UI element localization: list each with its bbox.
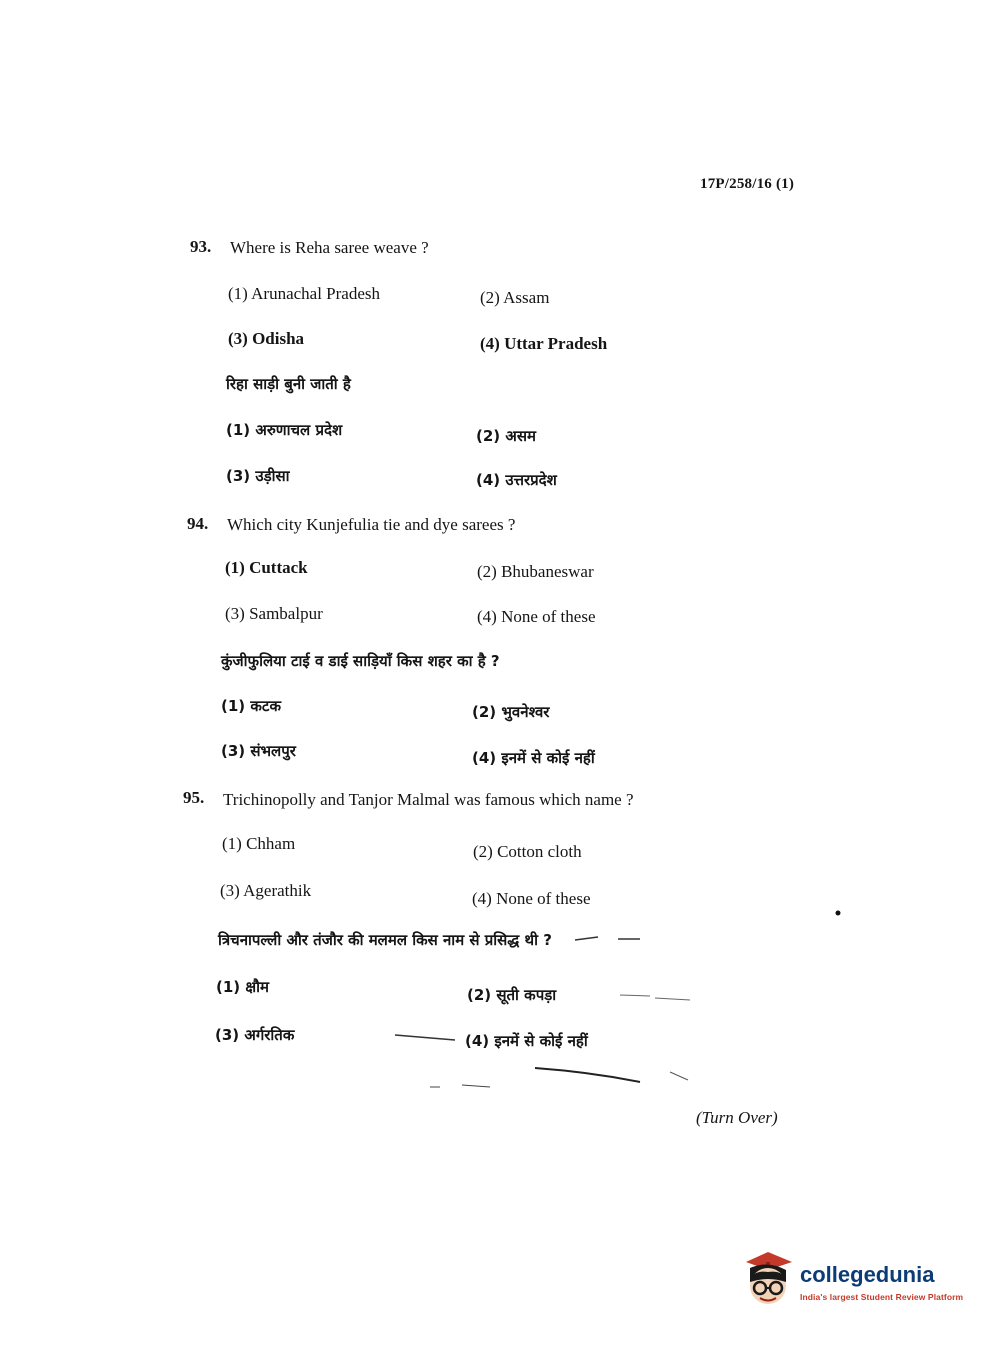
question-number: 93. (190, 237, 212, 256)
option: (4) Uttar Pradesh (480, 334, 608, 353)
option: (4) None of these (477, 607, 596, 626)
question-text: Which city Kunjefulia tie and dye sarees ? (227, 515, 516, 534)
question-text-hindi: कुंजीफुलिया टाई व डाई साड़ियाँ किस शहर का है ? (221, 652, 500, 670)
option-hindi: (2) भुवनेश्वर (472, 703, 550, 721)
option: (2) Assam (480, 288, 550, 307)
option: (3) Sambalpur (225, 604, 323, 623)
question-number: 95. (183, 788, 205, 807)
option-hindi: (4) इनमें से कोई नहीं (465, 1032, 588, 1050)
option: (3) Agerathik (220, 881, 312, 900)
brand-tagline: India's largest Student Review Platform (800, 1292, 964, 1302)
option: (4) None of these (472, 889, 591, 908)
option-hindi: (1) कटक (221, 697, 281, 715)
paper-code: 17P/258/16 (1) (700, 176, 795, 192)
option-hindi: (4) उत्तरप्रदेश (476, 471, 557, 489)
option-hindi: (3) अर्गरतिक (215, 1026, 295, 1044)
collegedunia-watermark (738, 1248, 978, 1318)
option: (2) Bhubaneswar (477, 562, 594, 581)
question-text: Trichinopolly and Tanjor Malmal was famous which name ? (223, 790, 634, 809)
option-hindi: (4) इनमें से कोई नहीं (472, 749, 595, 767)
option-hindi: (1) क्षौम (216, 978, 269, 996)
option: (2) Cotton cloth (473, 842, 582, 861)
option: (1) Chham (222, 834, 296, 853)
question-text-hindi: रिहा साड़ी बुनी जाती है (226, 375, 351, 393)
option-hindi: (2) असम (476, 427, 536, 445)
turn-over-note: (Turn Over) (696, 1108, 778, 1127)
question-number: 94. (187, 514, 209, 533)
option: (3) Odisha (228, 329, 305, 348)
option: (1) Arunachal Pradesh (228, 284, 381, 303)
question-text-hindi: त्रिचनापल्ली और तंजौर की मलमल किस नाम से प्रसिद्ध थी ? (218, 931, 552, 949)
mascot-icon (738, 1248, 796, 1312)
question-text: Where is Reha saree weave ? (230, 238, 429, 257)
option-hindi: (3) संभलपुर (221, 742, 296, 760)
brand-name: collegedunia (800, 1262, 935, 1287)
option-hindi: (1) अरुणाचल प्रदेश (226, 421, 343, 439)
option-hindi: (3) उड़ीसा (226, 467, 290, 485)
option-hindi: (2) सूती कपड़ा (467, 986, 557, 1004)
option: (1) Cuttack (225, 558, 308, 577)
